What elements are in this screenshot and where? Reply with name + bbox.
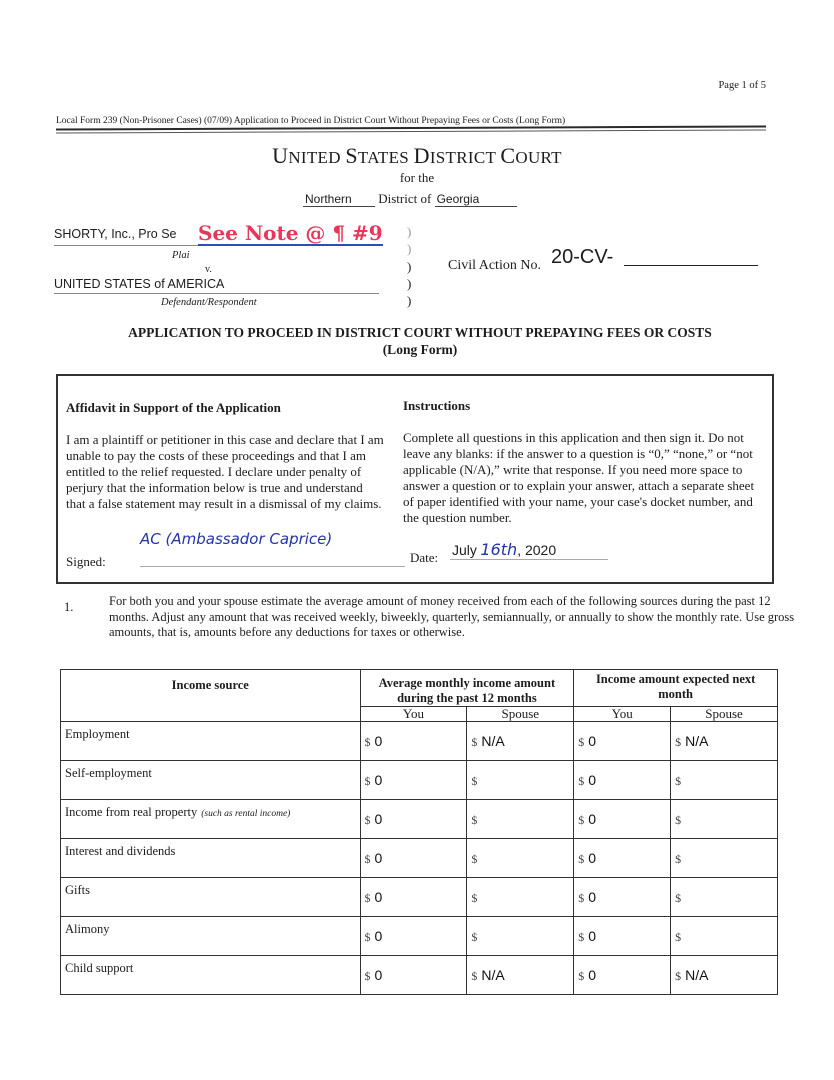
amount-field-avg-spouse[interactable] [467,839,574,878]
currency-symbol: $ [578,968,585,983]
amount-field-exp-spouse[interactable] [671,956,778,995]
application-title-line2: (Long Form) [382,342,458,357]
currency-symbol: $ [675,968,682,983]
plaintiff-label: Plai [172,250,190,261]
amount-field-avg-you[interactable] [360,761,467,800]
currency-symbol: $ [364,968,371,983]
amount-value: N/A [685,966,709,983]
district-of-label: District of [378,191,432,206]
amount-field-avg-spouse[interactable] [467,761,574,800]
court-title-part: ISTRICT [429,148,501,167]
income-source-cell [61,839,361,878]
amount-value: 0 [374,732,383,749]
question-1-text: For both you and your spouse estimate the average amount of money received from each of the following sources during the past 12 months. Adjust any amount that was received weekly, biweekly, quarterly, semiannually, or annually to show the monthly rate. Use gross amounts, that is, amounts before any deductions for taxes or otherwise. [109,594,795,639]
header-exp-spouse: Spouse [671,707,778,722]
application-title [60,324,780,358]
header-avg-spouse: Spouse [467,707,574,722]
currency-symbol: $ [364,929,371,944]
affidavit-text: I am a plaintiff or petitioner in this case and declare that I am unable to pay the costs of these proceedings and that I am entitled to the relief requested. I declare under penalty of perjury that the information below is true and understand that a false statement may result in a dismissal of my claims. [66,432,384,511]
signed-label: Signed: [66,554,106,569]
income-source-label: Alimony [65,922,110,936]
caption-paren: ) [407,259,412,274]
income-source-label: Child support [65,961,134,975]
header-income-source: Income source [61,670,361,722]
income-source-cell [61,722,361,761]
table-row [61,956,778,995]
defendant-field[interactable]: UNITED STATES of AMERICA [54,277,225,291]
amount-value: 0 [374,849,383,866]
currency-symbol: $ [675,812,682,827]
court-title-part: C [500,143,516,168]
table-row [61,800,778,839]
amount-value: 0 [588,771,597,788]
amount-value: 0 [374,888,383,905]
amount-field-avg-you[interactable] [360,800,467,839]
district-line [303,191,517,207]
income-source-cell [61,956,361,995]
currency-symbol: $ [578,929,585,944]
court-title-part: U [272,143,289,168]
income-source-cell [61,800,361,839]
income-table [60,669,778,995]
income-table-header [61,670,778,707]
table-row [61,878,778,917]
amount-field-exp-you[interactable] [574,878,671,917]
amount-field-avg-spouse[interactable] [467,722,574,761]
amount-field-exp-you[interactable] [574,800,671,839]
amount-value: 0 [374,966,383,983]
amount-field-exp-spouse[interactable] [671,878,778,917]
currency-symbol: $ [364,851,371,866]
plaintiff-field[interactable]: SHORTY, Inc., Pro Se [54,227,177,241]
question-1-number: 1. [64,600,74,614]
income-source-label: Employment [65,727,130,741]
amount-field-exp-you[interactable] [574,917,671,956]
amount-field-avg-you[interactable] [360,956,467,995]
income-source-label: Gifts [65,883,90,897]
amount-value: 0 [588,849,597,866]
court-title-part: S [345,143,358,168]
amount-value: 0 [588,810,597,827]
amount-field-exp-you[interactable] [574,956,671,995]
table-row [61,917,778,956]
currency-symbol: $ [578,851,585,866]
income-source-label: Self-employment [65,766,152,780]
amount-field-avg-spouse[interactable] [467,956,574,995]
income-table-body [61,722,778,995]
amount-field-avg-you[interactable] [360,722,467,761]
header-avg-you: You [360,707,467,722]
amount-value: N/A [481,732,505,749]
currency-symbol: $ [675,929,682,944]
currency-symbol: $ [471,734,478,749]
court-title-part: NITED [288,148,346,167]
affidavit-heading: Affidavit in Support of the Application [66,400,281,415]
signature-line [140,566,405,567]
currency-symbol: $ [578,890,585,905]
signature-handwritten[interactable]: AC (Ambassador Caprice) [140,530,333,548]
currency-symbol: $ [364,734,371,749]
amount-value: 0 [588,732,597,749]
amount-value: 0 [588,927,597,944]
form-identifier: Local Form 239 (Non-Prisoner Cases) (07/09) Application to Proceed in District Court Without Prepaying Fees or Costs (Long Form) [56,116,566,126]
defendant-underline [54,293,379,294]
income-source-label: Interest and dividends [65,844,176,858]
currency-symbol: $ [471,968,478,983]
currency-symbol: $ [675,773,682,788]
amount-field-exp-you[interactable] [574,761,671,800]
amount-field-avg-you[interactable] [360,878,467,917]
amount-field-exp-you[interactable] [574,722,671,761]
date-label: Date: [410,550,439,565]
date-day-handwritten: 16th [480,540,518,559]
currency-symbol: $ [578,734,585,749]
amount-field-exp-spouse[interactable] [671,800,778,839]
civil-action-blank[interactable] [624,265,758,266]
instructions-text: Complete all questions in this application and then sign it. Do not leave any blanks: if the answer to a question is “0,” “none,” or “not applicable (N/A),” write that response. If you need more space to answer a question or to explain your answer, attach a separate sheet of paper identified with your name, your case's docket number, and the question number. [403,430,755,525]
amount-value: N/A [481,966,505,983]
header-expected-next-month: Income amount expected next month [574,670,778,707]
amount-value: 0 [374,927,383,944]
court-title-part: OURT [515,148,562,167]
currency-symbol: $ [471,812,478,827]
date-year: , 2020 [517,542,557,558]
currency-symbol: $ [578,812,585,827]
affidavit-box [56,374,774,584]
table-row [61,761,778,800]
date-line [450,559,608,560]
civil-action-label: Civil Action No. [448,258,541,273]
income-source-cell [61,917,361,956]
amount-field-avg-you[interactable] [360,917,467,956]
for-the-label: for the [399,170,435,185]
income-source-label: Income from real property [65,805,198,819]
amount-value: 0 [588,888,597,905]
currency-symbol: $ [364,773,371,788]
court-title [0,143,834,169]
amount-field-avg-you[interactable] [360,839,467,878]
district-prefix-field[interactable]: Northern [303,192,375,207]
table-row [61,722,778,761]
table-row [61,839,778,878]
income-source-cell [61,761,361,800]
civil-action-number[interactable]: 20-CV- [551,246,614,268]
currency-symbol: $ [471,851,478,866]
amount-field-exp-spouse[interactable] [671,722,778,761]
amount-value: 0 [374,810,383,827]
amount-field-exp-you[interactable] [574,839,671,878]
caption-paren: ) [407,241,412,256]
page-number: Page 1 of 5 [718,80,766,91]
state-field[interactable]: Georgia [435,192,517,207]
amount-value: N/A [685,732,709,749]
caption-paren: ) [407,293,412,308]
amount-field-exp-spouse[interactable] [671,761,778,800]
header-average-monthly: Average monthly income amount during the past 12 months [360,670,574,707]
note-overlay: See Note @ ¶ #9 [198,221,383,245]
application-title-line1: APPLICATION TO PROCEED IN DISTRICT COURT WITHOUT PREPAYING FEES OR COSTS [128,325,712,340]
court-title-part: TATES [357,148,414,167]
currency-symbol: $ [675,851,682,866]
defendant-label: Defendant/Respondent [161,297,257,308]
amount-value: 0 [374,771,383,788]
date-field[interactable] [452,540,556,560]
amount-value: 0 [588,966,597,983]
amount-field-avg-spouse[interactable] [467,800,574,839]
amount-field-exp-spouse[interactable] [671,839,778,878]
currency-symbol: $ [578,773,585,788]
caption-paren: ) [407,224,412,239]
currency-symbol: $ [364,890,371,905]
instructions-heading: Instructions [403,398,471,413]
court-title-part: D [413,143,430,168]
income-source-note: (such as rental income) [201,809,291,819]
amount-field-avg-spouse[interactable] [467,878,574,917]
amount-field-exp-spouse[interactable] [671,917,778,956]
income-source-cell [61,878,361,917]
amount-field-avg-spouse[interactable] [467,917,574,956]
currency-symbol: $ [471,773,478,788]
currency-symbol: $ [675,890,682,905]
currency-symbol: $ [471,929,478,944]
currency-symbol: $ [471,890,478,905]
date-month: July [452,542,477,558]
header-exp-you: You [574,707,671,722]
currency-symbol: $ [364,812,371,827]
currency-symbol: $ [675,734,682,749]
caption-paren: ) [407,276,412,291]
versus-label: v. [205,264,212,275]
